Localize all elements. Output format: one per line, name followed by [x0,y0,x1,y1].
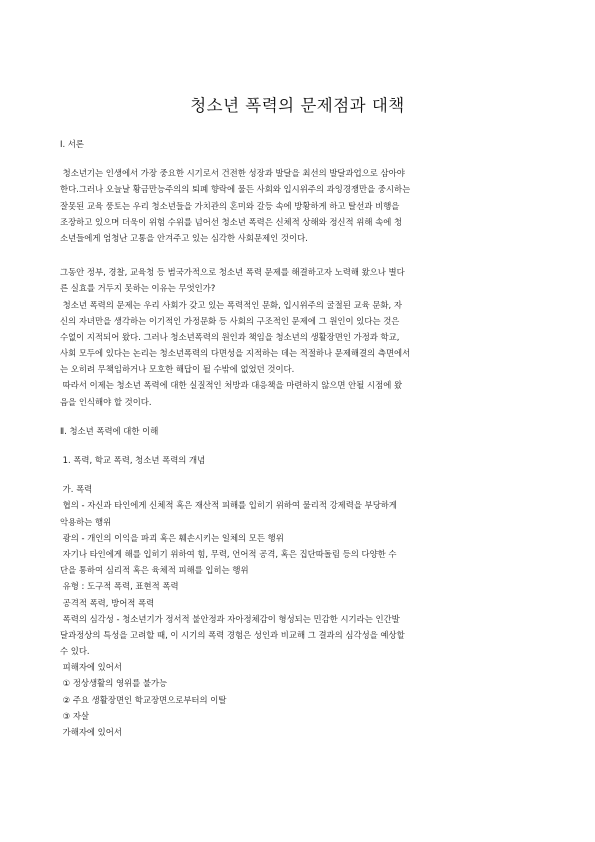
list-item: ① 정상생활의 영위를 불가능 [60,678,168,689]
subsection-heading: 1. 폭력, 학교 폭력, 청소년 폭력의 개념 [60,455,206,465]
paragraph-line: 따라서 이제는 청소년 폭력에 대한 실질적인 처방과 대응책을 마련하지 않으면 안될 시점에 왔 [60,380,403,391]
paragraph-line: 협의 - 자신과 타인에게 신체적 혹은 재산적 피해를 입히기 위하여 물리적 강제력을 부당하게 [60,500,397,511]
paragraph-line: 소년들에게 엄청난 고통을 안겨주고 있는 심각한 사회문제인 것이다. [60,232,308,243]
section-heading-intro: Ⅰ. 서론 [60,139,84,149]
paragraph-line: 자기나 타인에게 해를 입히기 위하여 힘, 무력, 언어적 공격, 혹은 집단따돌림 등의 다양한 수 [60,548,397,559]
document-title: 청소년 폭력의 문제점과 대책 [190,96,405,115]
paragraph-line: 잘못된 교육 풍토는 우리 청소년들을 가치관의 혼미와 갈등 속에 방황하게 하고 탈선과 비행을 [60,200,400,211]
paragraph-line: 른 실효를 거두지 못하는 이유는 무엇인가? [60,283,216,294]
paragraph-line: 달과정상의 특성을 고려할 때, 이 시기의 폭력 경험은 성인과 비교해 그 결과의 심각성을 예상할 [60,629,405,640]
paragraph-line: 가해자에 있어서 [60,727,122,737]
list-item: ② 주요 생활장면인 학교장면으로부터의 이탈 [60,694,227,705]
paragraph-line: 광의 - 개인의 이익을 파괴 혹은 훼손시키는 일체의 모든 행위 [60,532,284,543]
paragraph-line: 수없이 지적되어 왔다. 그러나 청소년폭력의 원인과 책임을 청소년의 생활장면인 가정과 학교, [60,331,400,342]
paragraph-line: 유형 : 도구적 폭력, 표현적 폭력 [60,581,179,592]
document-body [60,136,540,740]
paragraph-line: 폭력의 심각성 - 청소년기가 정서적 불안정과 자아정체감이 형성되는 민감한 시기라는 인간발 [60,613,400,624]
paragraph-line: 청소년기는 인생에서 가장 중요한 시기로서 건전한 성장과 발달을 최선의 발달과업으로 삼아야 [60,168,405,179]
paragraph-line: 악용하는 행위 [60,516,112,527]
subsubsection-heading: 가. 폭력 [60,484,93,495]
paragraph-line: 그동안 정부, 경찰, 교육청 등 범국가적으로 청소년 폭력 문제를 해결하고자 노력해 왔으나 별다 [60,267,405,278]
paragraph-line: 음을 인식해야 할 것이다. [60,396,152,407]
section-heading-understanding: Ⅱ. 청소년 폭력에 대한 이해 [60,425,159,436]
paragraph-line: 공격적 폭력, 방어적 폭력 [60,597,155,608]
paragraph-line: 는 오히려 무책임하거나 모호한 해답이 될 수밖에 없었던 것이다. [60,364,295,375]
paragraph-line: 신의 자녀만을 생각하는 이기적인 가정문화 등 사회의 구조적인 문제에 그 원인이 있다는 것은 [60,315,400,326]
paragraph-line: 수 있다. [60,646,90,657]
list-item: ③ 자살 [60,710,90,721]
paragraph-line: 한다.그러나 오늘날 황금만능주의의 퇴폐 향락에 물든 사회와 입시위주의 과잉경쟁만을 중시하는 [60,184,411,195]
paragraph-line: 사회 모두에 있다는 논리는 청소년폭력의 다면성을 지적하는 데는 적절하나 문제해결의 측면에서 [60,348,411,359]
paragraph-line: 조장하고 있으며 더욱이 위험 수위를 넘어선 청소년 폭력은 신체적 상해와 정신적 위해 속에 청 [60,216,403,227]
paragraph-line: 단을 통하여 심리적 혹은 육체적 피해를 입히는 행위 [60,565,249,576]
paragraph-line: 청소년 폭력의 문제는 우리 사회가 갖고 있는 폭력적인 문화, 입시위주의 굴절된 교육 문화, 자 [60,299,402,310]
paragraph-line: 피해자에 있어서 [60,662,122,673]
